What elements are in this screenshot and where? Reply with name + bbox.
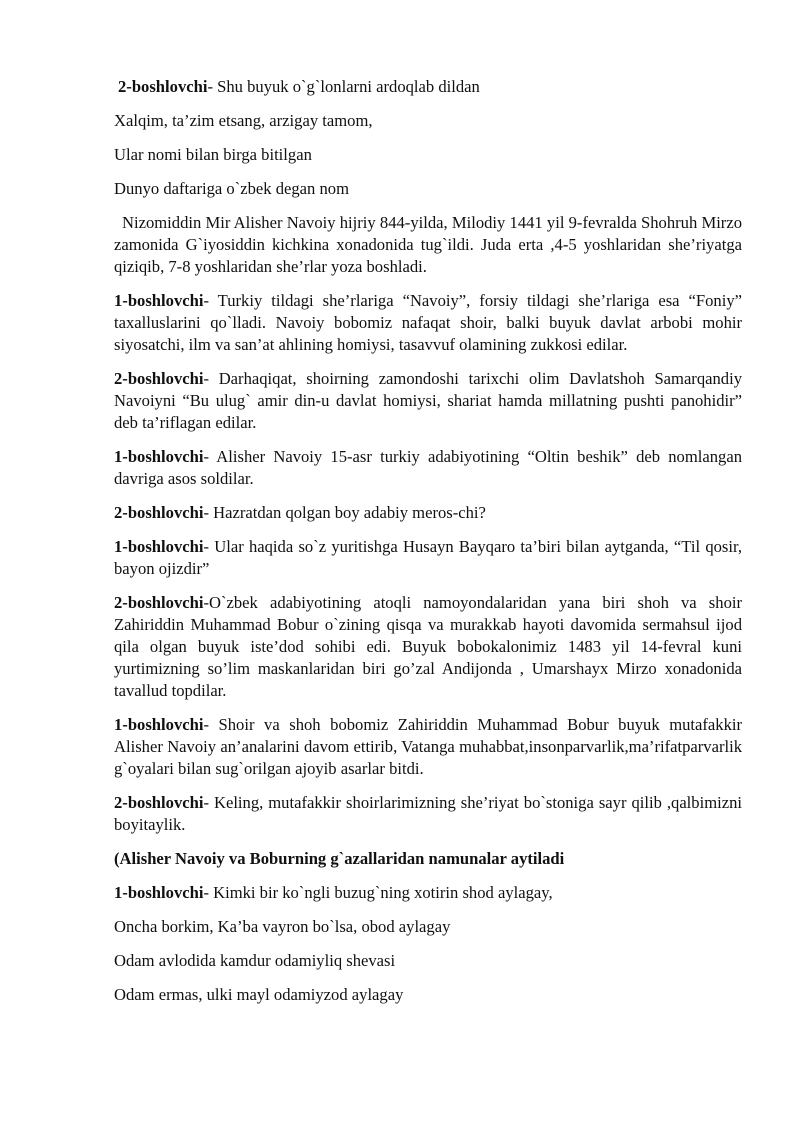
paragraph-text: Oncha borkim, Ka’ba vayron bo`lsa, obod aylagay xyxy=(114,917,451,936)
speaker-label: 1-boshlovchi xyxy=(114,537,204,556)
verse-line xyxy=(114,110,742,132)
verse-line xyxy=(114,916,742,938)
verse-line xyxy=(114,178,742,200)
speaker-label: 2-boshlovchi xyxy=(114,793,204,812)
verse-line xyxy=(114,950,742,972)
paragraph xyxy=(114,290,742,356)
paragraph xyxy=(114,446,742,490)
speaker-label: 2-boshlovchi xyxy=(114,593,204,612)
paragraph-text: - Darhaqiqat, shoirning zamondoshi tarixchi olim Davlatshoh Samarqandiy Navoiyni “Bu ulug` amir din-u davlat homiysi, shariat hamda millatning pushti panohidir” deb ta’riflagan edilar. xyxy=(114,369,742,432)
paragraph xyxy=(114,368,742,434)
stage-direction xyxy=(114,848,742,870)
paragraph-text: Nizomiddin Mir Alisher Navoiy hijriy 844-yilda, Milodiy 1441 yil 9-fevralda Shohruh Mirzo zamonida G`iyosiddin kichkina xonadonida tug`ildi. Juda erta ,4-5 yoshlaridan she’riyatga qiziqib, 7-8 yoshlaridan she’rlar yoza boshladi. xyxy=(114,213,742,276)
paragraph xyxy=(114,882,742,904)
speaker-label: 1-boshlovchi xyxy=(114,883,204,902)
paragraph-text: - Hazratdan qolgan boy adabiy meros-chi? xyxy=(203,503,486,522)
verse-line xyxy=(114,984,742,1006)
paragraph xyxy=(114,792,742,836)
speaker-label: 2-boshlovchi xyxy=(114,369,204,388)
speaker-label: 1-boshlovchi xyxy=(114,447,204,466)
paragraph-text: - Shu buyuk o`g`lonlarni ardoqlab dildan xyxy=(207,77,480,96)
paragraph-text: Odam ermas, ulki mayl odamiyzod aylagay xyxy=(114,985,404,1004)
paragraph-text: - Alisher Navoiy 15-asr turkiy adabiyotining “Oltin beshik” deb nomlangan davriga asos soldilar. xyxy=(114,447,742,488)
paragraph-text: Xalqim, ta’zim etsang, arzigay tamom, xyxy=(114,111,373,130)
paragraph-text: - Shoir va shoh bobomiz Zahiriddin Muhammad Bobur buyuk mutafakkir Alisher Navoiy an’analarini davom ettirib, Vatanga muhabbat,insonparvarlik,ma’rifatparvarlik g`oyalari bilan sug`orilgan ajoyib asarlar bitdi. xyxy=(114,715,742,778)
paragraph xyxy=(114,76,742,98)
paragraph xyxy=(114,592,742,702)
paragraph-text: Odam avlodida kamdur odamiyliq shevasi xyxy=(114,951,396,970)
speaker-label: 2-boshlovchi xyxy=(118,77,208,96)
speaker-label: 1-boshlovchi xyxy=(114,715,204,734)
paragraph-text: Ular nomi bilan birga bitilgan xyxy=(114,145,312,164)
paragraph xyxy=(114,212,742,278)
paragraph-text: Dunyo daftariga o`zbek degan nom xyxy=(114,179,349,198)
paragraph xyxy=(114,536,742,580)
verse-line xyxy=(114,144,742,166)
paragraph xyxy=(114,502,742,524)
document-body xyxy=(114,76,742,1018)
paragraph-text: - Keling, mutafakkir shoirlarimizning she’riyat bo`stoniga sayr qilib ,qalbimizni boyitaylik. xyxy=(114,793,742,834)
paragraph-text: - Turkiy tildagi she’rlariga “Navoiy”, forsiy tildagi she’rlariga esa “Foniy” taxalluslarini qo`lladi. Navoiy bobomiz nafaqat shoir, balki buyuk davlat arbobi mohir siyosatchi, ilm va san’at ahlining homiysi, tasavvuf olamining zukkosi edilar. xyxy=(114,291,742,354)
paragraph-text: -O`zbek adabiyotining atoqli namoyondalaridan yana biri shoh va shoir Zahiriddin Muhammad Bobur o`zining qisqa va murakkab hayoti davomida sermahsul ijod qila olgan buyuk iste’dod sohibi edi. Buyuk bobokalonimiz 1483 yil 14-fevral kuni yurtimizning so’lim maskanlaridan biri go’zal Andijonda , Umarshayx Mirzo xonadonida tavallud topdilar. xyxy=(114,593,742,700)
paragraph-text: (Alisher Navoiy va Boburning g`azallaridan namunalar aytiladi xyxy=(114,849,565,868)
paragraph xyxy=(114,714,742,780)
speaker-label: 1-boshlovchi xyxy=(114,291,204,310)
speaker-label: 2-boshlovchi xyxy=(114,503,204,522)
paragraph-text: - Kimki bir ko`ngli buzug`ning xotirin shod aylagay, xyxy=(203,883,553,902)
paragraph-text: - Ular haqida so`z yuritishga Husayn Bayqaro ta’biri bilan aytganda, “Til qosir, bayon ojizdir” xyxy=(114,537,742,578)
